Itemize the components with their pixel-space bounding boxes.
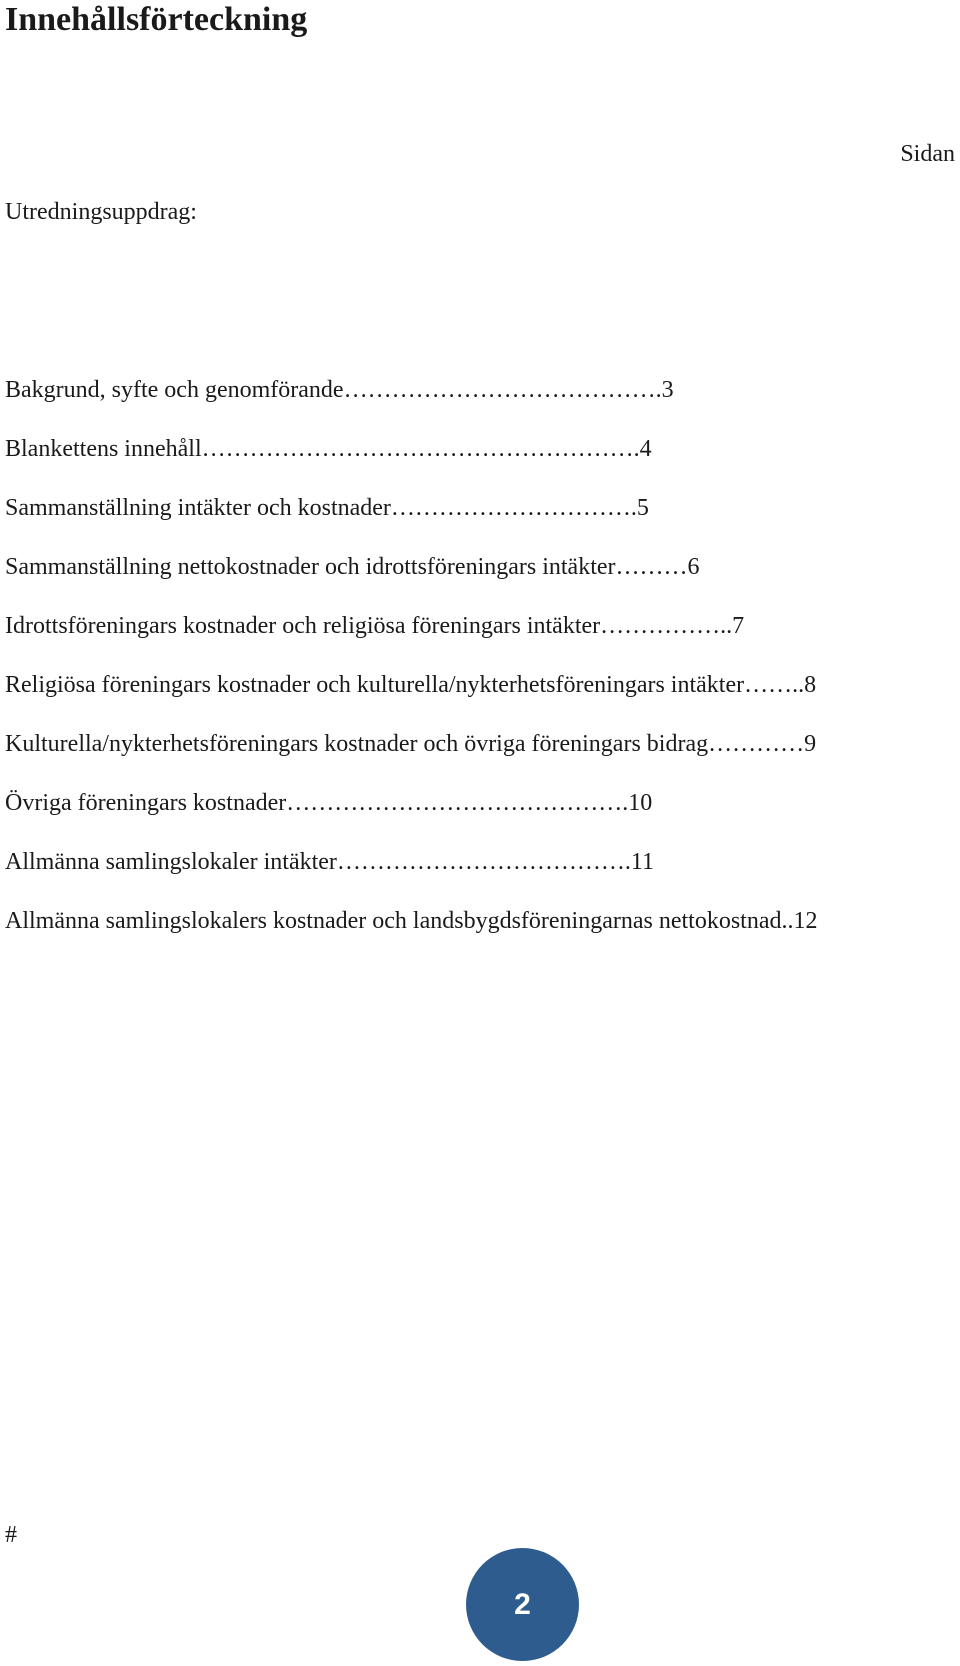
- toc-entry-nettokostnader-idrott: Sammanställning nettokostnader och idrottsföreningars intäkter………6: [5, 554, 700, 580]
- page-title: Innehållsförteckning: [5, 1, 308, 38]
- toc-entry-blankettens-innehall: Blankettens innehåll……………………………………………….4: [5, 436, 652, 462]
- toc-entry-idrott-religiosa: Idrottsföreningars kostnader och religiösa föreningars intäkter……………..7: [5, 613, 745, 639]
- page-number: 2: [514, 1587, 531, 1621]
- toc-entry-samlingslokaler-kostnader: Allmänna samlingslokalers kostnader och landsbygdsföreningarnas nettokostnad..12: [5, 908, 818, 934]
- table-of-contents: [5, 375, 818, 965]
- footer-hash-mark: #: [5, 1522, 17, 1548]
- toc-entry-bakgrund: Bakgrund, syfte och genomförande………………………………….3: [5, 377, 674, 403]
- section-heading: Utredningsuppdrag:: [5, 199, 197, 225]
- toc-entry-samlingslokaler-intakter: Allmänna samlingslokaler intäkter……………………………….11: [5, 849, 655, 875]
- toc-entry-sammanstallning-intakter: Sammanställning intäkter och kostnader………………………….5: [5, 495, 649, 521]
- toc-entry-kulturella-ovriga: Kulturella/nykterhetsföreningars kostnader och övriga föreningars bidrag…………9: [5, 731, 817, 757]
- page-number-badge: [466, 1548, 579, 1661]
- page-column-label: Sidan: [900, 141, 955, 167]
- toc-entry-religiosa-kulturella: Religiösa föreningars kostnader och kulturella/nykterhetsföreningars intäkter……..8: [5, 672, 817, 698]
- toc-entry-ovriga-kostnader: Övriga föreningars kostnader…………………………………….10: [5, 790, 653, 816]
